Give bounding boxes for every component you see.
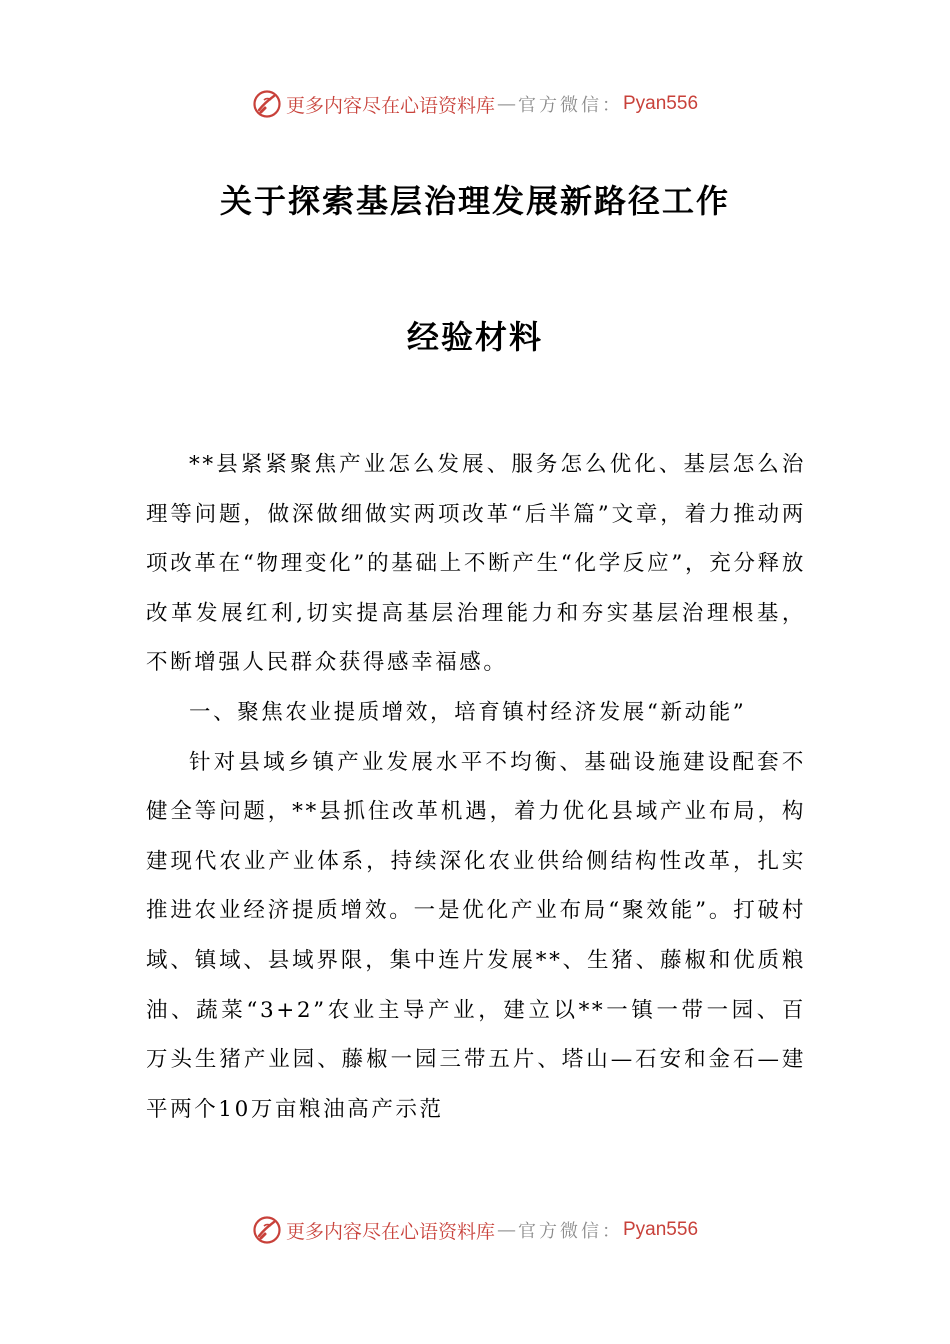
banner-sub-text: 官方微信： [518, 1221, 623, 1242]
banner-dash: — [497, 93, 516, 115]
banner-main-text: 更多内容尽在心语资料库 [285, 1220, 495, 1243]
brush-logo-icon [252, 89, 282, 119]
section-heading-1: 一、聚焦农业提质增效，培育镇村经济发展“新动能” [189, 699, 747, 725]
footer-watermark-banner [0, 1210, 950, 1250]
paragraph-intro: **县紧紧聚焦产业怎么发展、服务怎么优化、基层怎么治理等问题，做深做细做实两项改革“后半篇”文章，着力推动两项改革在“物理变化”的基础上不断产生“化学反应”，充分释放改革发展红利,切实提高基层治理能力和夯实基层治理根基，不断增强人民群众获得感幸福感。 [146, 452, 806, 676]
document-title-line2: 经验材料 [406, 318, 543, 356]
banner-main-text: 更多内容尽在心语资料库 [285, 94, 495, 117]
banner-wechat-id: Pyan556 [623, 93, 699, 114]
header-watermark-banner [0, 84, 950, 124]
document-title-line1: 关于探索基层治理发展新路径工作 [219, 182, 730, 220]
paragraph-section-1: 针对县域乡镇产业发展水平不均衡、基础设施建设配套不健全等问题，**县抓住改革机遇，着力优化县域产业布局，构建现代农业产业体系，持续深化农业供给侧结构性改革，扎实推进农业经济提质增效。一是优化产业布局“聚效能”。打破村域、镇域、县域界限，集中连片发展**、生猪、藤椒和优质粮油、蔬菜“3+2”农业主导产业，建立以**一镇一带一园、百万头生猪产业园、藤椒一园三带五片、塔山—石安和金石—建平两个10万亩粮油高产示范 [146, 749, 806, 1122]
banner-wechat-id: Pyan556 [623, 1219, 699, 1240]
brush-logo-icon [252, 1215, 282, 1245]
document-body [146, 440, 806, 1134]
banner-sub-text: 官方微信： [518, 95, 623, 116]
banner-dash: — [497, 1219, 516, 1241]
